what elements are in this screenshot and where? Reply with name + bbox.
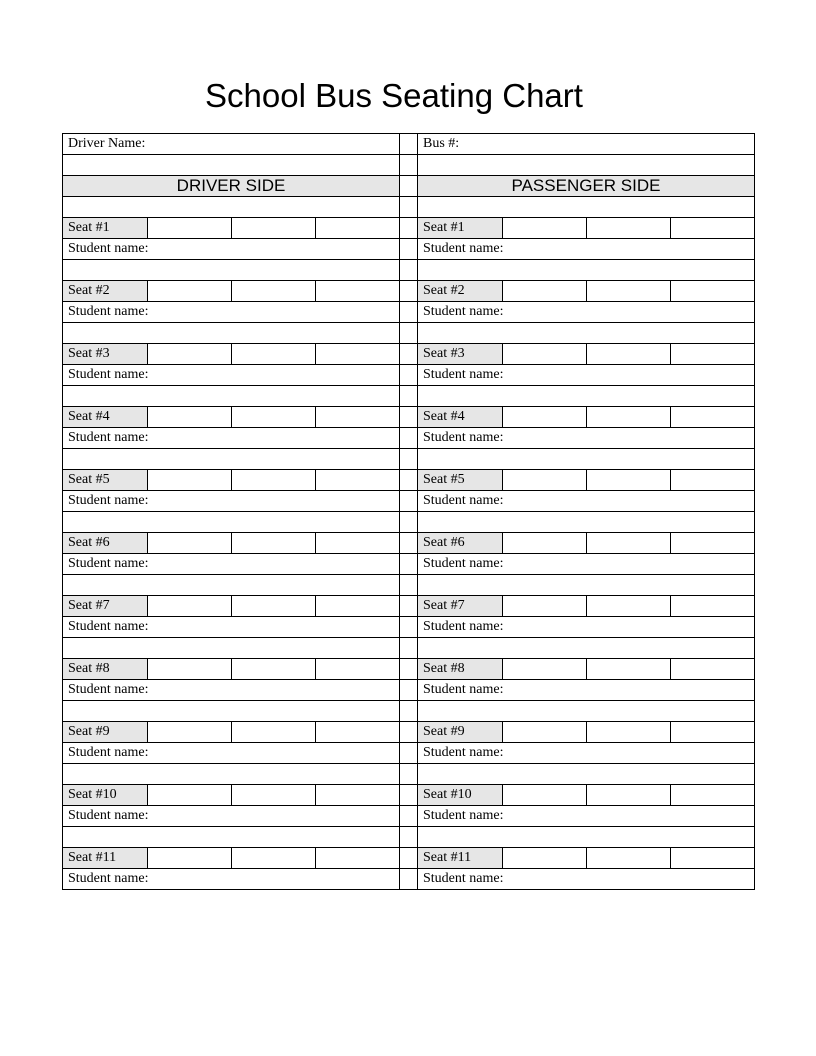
aisle bbox=[400, 701, 418, 722]
driver-seat-entry-cell[interactable] bbox=[232, 470, 316, 491]
driver-seat-label: Seat #8 bbox=[63, 659, 148, 680]
driver-seat-entry-cell[interactable] bbox=[232, 722, 316, 743]
student-name-row bbox=[63, 617, 755, 638]
driver-seat-entry-cell[interactable] bbox=[232, 785, 316, 806]
blank-cell bbox=[418, 701, 755, 722]
driver-seat-label: Seat #9 bbox=[63, 722, 148, 743]
seat-row bbox=[63, 596, 755, 617]
aisle bbox=[400, 554, 418, 575]
driver-seat-entry-cell[interactable] bbox=[232, 344, 316, 365]
driver-seat-entry-cell[interactable] bbox=[316, 407, 400, 428]
aisle bbox=[400, 344, 418, 365]
seat-row bbox=[63, 848, 755, 869]
passenger-seat-entry-cell[interactable] bbox=[587, 785, 671, 806]
driver-seat-entry-cell[interactable] bbox=[148, 785, 232, 806]
driver-student-name-field[interactable]: Student name: bbox=[63, 743, 400, 764]
seat-row bbox=[63, 407, 755, 428]
spacer-row bbox=[63, 512, 755, 533]
driver-seat-entry-cell[interactable] bbox=[316, 281, 400, 302]
passenger-seat-entry-cell[interactable] bbox=[587, 281, 671, 302]
driver-seat-entry-cell[interactable] bbox=[316, 470, 400, 491]
driver-seat-entry-cell[interactable] bbox=[316, 596, 400, 617]
aisle bbox=[400, 407, 418, 428]
blank-cell bbox=[418, 575, 755, 596]
aisle bbox=[400, 827, 418, 848]
passenger-seat-entry-cell[interactable] bbox=[671, 281, 755, 302]
passenger-seat-entry-cell[interactable] bbox=[503, 218, 587, 239]
driver-seat-entry-cell[interactable] bbox=[148, 470, 232, 491]
passenger-seat-entry-cell[interactable] bbox=[587, 848, 671, 869]
student-name-row bbox=[63, 743, 755, 764]
seat-row bbox=[63, 722, 755, 743]
driver-student-name-field[interactable]: Student name: bbox=[63, 365, 400, 386]
seat-row bbox=[63, 785, 755, 806]
student-name-row bbox=[63, 428, 755, 449]
spacer-row bbox=[63, 827, 755, 848]
driver-seat-label: Seat #2 bbox=[63, 281, 148, 302]
passenger-seat-label: Seat #3 bbox=[418, 344, 503, 365]
driver-seat-entry-cell[interactable] bbox=[232, 596, 316, 617]
side-heading-row bbox=[63, 176, 755, 197]
seat-row bbox=[63, 218, 755, 239]
passenger-seat-entry-cell[interactable] bbox=[503, 785, 587, 806]
passenger-seat-entry-cell[interactable] bbox=[671, 533, 755, 554]
aisle bbox=[400, 260, 418, 281]
driver-seat-label: Seat #4 bbox=[63, 407, 148, 428]
passenger-side-heading: PASSENGER SIDE bbox=[418, 176, 755, 197]
driver-seat-label: Seat #6 bbox=[63, 533, 148, 554]
blank-cell bbox=[418, 197, 755, 218]
passenger-seat-entry-cell[interactable] bbox=[503, 470, 587, 491]
aisle bbox=[400, 323, 418, 344]
passenger-seat-entry-cell[interactable] bbox=[503, 722, 587, 743]
passenger-seat-entry-cell[interactable] bbox=[671, 785, 755, 806]
driver-seat-entry-cell[interactable] bbox=[148, 533, 232, 554]
aisle bbox=[400, 617, 418, 638]
passenger-seat-label: Seat #1 bbox=[418, 218, 503, 239]
passenger-seat-label: Seat #11 bbox=[418, 848, 503, 869]
aisle bbox=[400, 743, 418, 764]
seating-chart-table bbox=[62, 133, 755, 890]
passenger-seat-entry-cell[interactable] bbox=[503, 596, 587, 617]
passenger-seat-entry-cell[interactable] bbox=[671, 470, 755, 491]
driver-seat-entry-cell[interactable] bbox=[316, 344, 400, 365]
spacer-row bbox=[63, 197, 755, 218]
aisle bbox=[400, 176, 418, 197]
blank-cell bbox=[63, 575, 400, 596]
driver-seat-entry-cell[interactable] bbox=[316, 533, 400, 554]
passenger-seat-label: Seat #9 bbox=[418, 722, 503, 743]
blank-cell bbox=[418, 764, 755, 785]
driver-name-value[interactable] bbox=[63, 155, 400, 176]
driver-seat-entry-cell[interactable] bbox=[316, 785, 400, 806]
driver-seat-label: Seat #7 bbox=[63, 596, 148, 617]
passenger-seat-entry-cell[interactable] bbox=[671, 218, 755, 239]
passenger-seat-entry-cell[interactable] bbox=[587, 470, 671, 491]
student-name-row bbox=[63, 806, 755, 827]
student-name-row bbox=[63, 239, 755, 260]
driver-seat-entry-cell[interactable] bbox=[232, 848, 316, 869]
student-name-row bbox=[63, 869, 755, 890]
passenger-seat-entry-cell[interactable] bbox=[503, 533, 587, 554]
driver-seat-label: Seat #5 bbox=[63, 470, 148, 491]
driver-name-field[interactable]: Driver Name: bbox=[63, 134, 400, 155]
driver-seat-entry-cell[interactable] bbox=[148, 659, 232, 680]
aisle bbox=[400, 638, 418, 659]
bus-number-value[interactable] bbox=[418, 155, 755, 176]
blank-cell bbox=[418, 449, 755, 470]
passenger-seat-label: Seat #6 bbox=[418, 533, 503, 554]
passenger-seat-entry-cell[interactable] bbox=[503, 281, 587, 302]
driver-seat-entry-cell[interactable] bbox=[148, 596, 232, 617]
blank-cell bbox=[63, 386, 400, 407]
passenger-seat-entry-cell[interactable] bbox=[503, 848, 587, 869]
driver-seat-entry-cell[interactable] bbox=[316, 659, 400, 680]
driver-side-heading: DRIVER SIDE bbox=[63, 176, 400, 197]
passenger-seat-label: Seat #4 bbox=[418, 407, 503, 428]
passenger-seat-entry-cell[interactable] bbox=[587, 533, 671, 554]
aisle bbox=[400, 239, 418, 260]
spacer-row bbox=[63, 155, 755, 176]
student-name-row bbox=[63, 554, 755, 575]
driver-seat-label: Seat #10 bbox=[63, 785, 148, 806]
passenger-seat-label: Seat #2 bbox=[418, 281, 503, 302]
spacer-row bbox=[63, 386, 755, 407]
aisle bbox=[400, 491, 418, 512]
driver-seat-entry-cell[interactable] bbox=[148, 218, 232, 239]
passenger-seat-entry-cell[interactable] bbox=[503, 407, 587, 428]
aisle bbox=[400, 155, 418, 176]
blank-cell bbox=[418, 827, 755, 848]
passenger-seat-entry-cell[interactable] bbox=[671, 344, 755, 365]
driver-seat-entry-cell[interactable] bbox=[232, 281, 316, 302]
aisle bbox=[400, 575, 418, 596]
passenger-seat-label: Seat #8 bbox=[418, 659, 503, 680]
bus-number-field[interactable]: Bus #: bbox=[418, 134, 755, 155]
passenger-student-name-field[interactable]: Student name: bbox=[418, 806, 755, 827]
passenger-seat-entry-cell[interactable] bbox=[503, 659, 587, 680]
aisle bbox=[400, 680, 418, 701]
aisle bbox=[400, 365, 418, 386]
blank-cell bbox=[63, 512, 400, 533]
passenger-seat-entry-cell[interactable] bbox=[587, 407, 671, 428]
aisle bbox=[400, 869, 418, 890]
blank-cell bbox=[63, 323, 400, 344]
passenger-student-name-field[interactable]: Student name: bbox=[418, 239, 755, 260]
driver-seat-entry-cell[interactable] bbox=[232, 659, 316, 680]
driver-student-name-field[interactable]: Student name: bbox=[63, 806, 400, 827]
passenger-student-name-field[interactable]: Student name: bbox=[418, 617, 755, 638]
driver-seat-entry-cell[interactable] bbox=[148, 281, 232, 302]
driver-student-name-field[interactable]: Student name: bbox=[63, 239, 400, 260]
seat-row bbox=[63, 659, 755, 680]
driver-seat-entry-cell[interactable] bbox=[316, 722, 400, 743]
aisle bbox=[400, 764, 418, 785]
aisle bbox=[400, 722, 418, 743]
passenger-student-name-field[interactable]: Student name: bbox=[418, 302, 755, 323]
aisle bbox=[400, 218, 418, 239]
blank-cell bbox=[63, 638, 400, 659]
driver-student-name-field[interactable]: Student name: bbox=[63, 869, 400, 890]
passenger-seat-entry-cell[interactable] bbox=[587, 218, 671, 239]
aisle bbox=[400, 659, 418, 680]
passenger-seat-entry-cell[interactable] bbox=[671, 407, 755, 428]
driver-student-name-field[interactable]: Student name: bbox=[63, 617, 400, 638]
aisle bbox=[400, 596, 418, 617]
spacer-row bbox=[63, 701, 755, 722]
passenger-seat-entry-cell[interactable] bbox=[587, 596, 671, 617]
aisle bbox=[400, 512, 418, 533]
passenger-student-name-field[interactable]: Student name: bbox=[418, 680, 755, 701]
aisle bbox=[400, 470, 418, 491]
seat-row bbox=[63, 281, 755, 302]
seat-row bbox=[63, 470, 755, 491]
passenger-seat-entry-cell[interactable] bbox=[587, 722, 671, 743]
spacer-row bbox=[63, 449, 755, 470]
passenger-student-name-field[interactable]: Student name: bbox=[418, 491, 755, 512]
passenger-student-name-field[interactable]: Student name: bbox=[418, 554, 755, 575]
driver-seat-entry-cell[interactable] bbox=[316, 848, 400, 869]
aisle bbox=[400, 428, 418, 449]
spacer-row bbox=[63, 323, 755, 344]
header-row bbox=[63, 134, 755, 155]
passenger-student-name-field[interactable]: Student name: bbox=[418, 365, 755, 386]
aisle bbox=[400, 785, 418, 806]
spacer-row bbox=[63, 764, 755, 785]
blank-cell bbox=[63, 449, 400, 470]
blank-cell bbox=[63, 764, 400, 785]
passenger-seat-label: Seat #7 bbox=[418, 596, 503, 617]
driver-seat-entry-cell[interactable] bbox=[148, 848, 232, 869]
aisle bbox=[400, 386, 418, 407]
driver-seat-entry-cell[interactable] bbox=[232, 218, 316, 239]
driver-seat-entry-cell[interactable] bbox=[148, 407, 232, 428]
student-name-row bbox=[63, 365, 755, 386]
driver-student-name-field[interactable]: Student name: bbox=[63, 428, 400, 449]
student-name-row bbox=[63, 491, 755, 512]
passenger-seat-entry-cell[interactable] bbox=[503, 344, 587, 365]
driver-seat-entry-cell[interactable] bbox=[148, 344, 232, 365]
driver-seat-label: Seat #3 bbox=[63, 344, 148, 365]
aisle bbox=[400, 533, 418, 554]
seat-row bbox=[63, 533, 755, 554]
aisle bbox=[400, 449, 418, 470]
passenger-seat-entry-cell[interactable] bbox=[587, 344, 671, 365]
driver-student-name-field[interactable]: Student name: bbox=[63, 554, 400, 575]
spacer-row bbox=[63, 638, 755, 659]
driver-seat-entry-cell[interactable] bbox=[148, 722, 232, 743]
aisle bbox=[400, 806, 418, 827]
blank-cell bbox=[418, 386, 755, 407]
student-name-row bbox=[63, 680, 755, 701]
aisle bbox=[400, 197, 418, 218]
passenger-seat-entry-cell[interactable] bbox=[671, 722, 755, 743]
passenger-seat-label: Seat #10 bbox=[418, 785, 503, 806]
passenger-seat-entry-cell[interactable] bbox=[671, 596, 755, 617]
driver-student-name-field[interactable]: Student name: bbox=[63, 302, 400, 323]
driver-student-name-field[interactable]: Student name: bbox=[63, 680, 400, 701]
passenger-student-name-field[interactable]: Student name: bbox=[418, 743, 755, 764]
aisle bbox=[400, 848, 418, 869]
blank-cell bbox=[418, 638, 755, 659]
page-title: School Bus Seating Chart bbox=[205, 77, 583, 114]
spacer-row bbox=[63, 575, 755, 596]
spacer-row bbox=[63, 260, 755, 281]
driver-seat-label: Seat #11 bbox=[63, 848, 148, 869]
passenger-student-name-field[interactable]: Student name: bbox=[418, 869, 755, 890]
driver-seat-entry-cell[interactable] bbox=[316, 218, 400, 239]
passenger-seat-entry-cell[interactable] bbox=[671, 659, 755, 680]
aisle bbox=[400, 302, 418, 323]
student-name-row bbox=[63, 302, 755, 323]
passenger-seat-entry-cell[interactable] bbox=[671, 848, 755, 869]
aisle bbox=[400, 281, 418, 302]
blank-cell bbox=[418, 512, 755, 533]
blank-cell bbox=[418, 323, 755, 344]
blank-cell bbox=[418, 260, 755, 281]
blank-cell bbox=[63, 701, 400, 722]
driver-seat-entry-cell[interactable] bbox=[232, 533, 316, 554]
aisle bbox=[400, 134, 418, 155]
passenger-seat-label: Seat #5 bbox=[418, 470, 503, 491]
driver-seat-entry-cell[interactable] bbox=[232, 407, 316, 428]
driver-student-name-field[interactable]: Student name: bbox=[63, 491, 400, 512]
seat-row bbox=[63, 344, 755, 365]
passenger-student-name-field[interactable]: Student name: bbox=[418, 428, 755, 449]
passenger-seat-entry-cell[interactable] bbox=[587, 659, 671, 680]
blank-cell bbox=[63, 260, 400, 281]
blank-cell bbox=[63, 827, 400, 848]
blank-cell bbox=[63, 197, 400, 218]
driver-seat-label: Seat #1 bbox=[63, 218, 148, 239]
